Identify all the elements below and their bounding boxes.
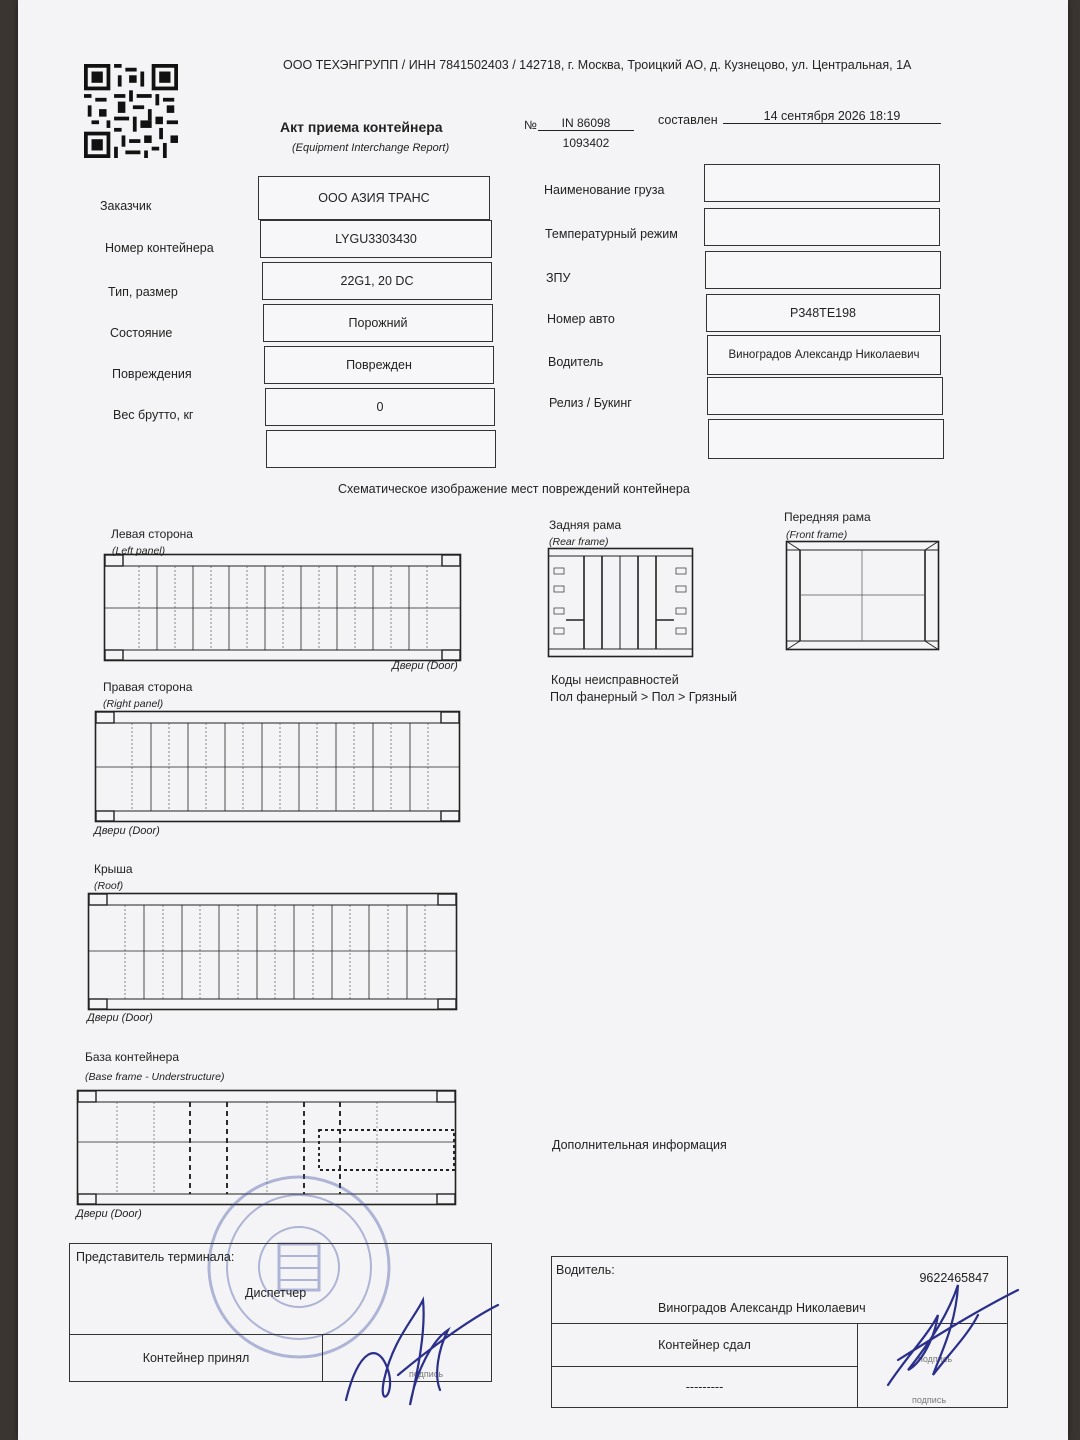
type-size-label: Тип, размер bbox=[108, 285, 178, 299]
seal-label: ЗПУ bbox=[546, 271, 571, 285]
company-line: ООО ТЕХЭНГРУПП / ИНН 7841502403 / 142718, г. Москва, Троицкий АО, д. Кузнецово, ул. Центральная, 1А bbox=[283, 58, 912, 72]
driver-name: Виноградов Александр Николаевич bbox=[658, 1301, 866, 1315]
driver-sign-label: Водитель: bbox=[556, 1263, 615, 1277]
driver-dashes-cell bbox=[552, 1367, 858, 1408]
qr-code bbox=[80, 64, 182, 158]
vehicle-number-field: Р348ТЕ198 bbox=[706, 294, 940, 332]
driver-field: Виноградов Александр Николаевич bbox=[707, 335, 941, 375]
base-sub: (Base frame - Understructure) bbox=[85, 1071, 225, 1083]
terminal-sign-hint: подпись bbox=[409, 1369, 444, 1379]
customer-label: Заказчик bbox=[100, 199, 152, 213]
left-panel-diagram[interactable] bbox=[104, 554, 462, 662]
document-subtitle: (Equipment Interchange Report) bbox=[292, 142, 450, 154]
terminal-role: Диспетчер bbox=[245, 1286, 307, 1300]
left-panel-door: Двери (Door) bbox=[392, 660, 458, 672]
condition-label: Состояние bbox=[110, 326, 173, 340]
driver-dashes: --------- bbox=[685, 1380, 724, 1394]
rear-frame-label: Задняя рама bbox=[549, 518, 622, 532]
right-panel-label: Правая сторона bbox=[103, 680, 193, 694]
driver-phone: 9622465847 bbox=[919, 1271, 989, 1285]
driver-action: Контейнер сдал bbox=[658, 1338, 751, 1352]
seal-field bbox=[705, 251, 941, 289]
roof-door: Двери (Door) bbox=[87, 1012, 153, 1024]
condition-field: Порожний bbox=[263, 304, 493, 342]
right-panel-sub: (Right panel) bbox=[103, 698, 164, 710]
roof-label: Крыша bbox=[94, 862, 133, 876]
temperature-field bbox=[704, 208, 940, 246]
document-number-secondary: 1093402 bbox=[562, 136, 610, 150]
rear-frame-sub: (Rear frame) bbox=[549, 536, 609, 548]
gross-weight-field: 0 bbox=[265, 388, 495, 426]
cargo-name-label: Наименование груза bbox=[544, 183, 665, 197]
front-frame-sub: (Front frame) bbox=[786, 529, 848, 541]
release-booking-label: Релиз / Букинг bbox=[549, 396, 632, 410]
defect-codes-label: Коды неисправностей bbox=[551, 673, 679, 687]
driver-label: Водитель bbox=[548, 355, 604, 369]
rear-frame-diagram[interactable] bbox=[548, 548, 694, 658]
blank-left-field bbox=[266, 430, 496, 468]
right-panel-door: Двери (Door) bbox=[94, 825, 160, 837]
terminal-signature bbox=[338, 1280, 508, 1420]
number-label: № bbox=[524, 118, 537, 132]
driver-action-cell bbox=[552, 1324, 858, 1367]
base-door: Двери (Door) bbox=[76, 1208, 142, 1220]
driver-signature bbox=[878, 1275, 1028, 1405]
document-title: Акт приема контейнера bbox=[280, 119, 443, 135]
container-number-field: LYGU3303430 bbox=[260, 220, 492, 258]
release-booking-field bbox=[707, 377, 943, 415]
defect-codes-value: Пол фанерный > Пол > Грязный bbox=[550, 690, 738, 704]
made-label: составлен bbox=[658, 113, 718, 127]
driver-sign-hint: подпись bbox=[918, 1354, 953, 1364]
damage-label: Повреждения bbox=[112, 367, 192, 381]
schematic-title: Схематическое изображение мест повреждений контейнера bbox=[338, 482, 690, 496]
right-panel-diagram[interactable] bbox=[95, 711, 461, 823]
roof-diagram[interactable] bbox=[88, 893, 458, 1011]
roof-sub: (Roof) bbox=[94, 880, 124, 892]
container-number-label: Номер контейнера bbox=[105, 241, 214, 255]
document-number: IN 86098 bbox=[538, 116, 634, 131]
terminal-label: Представитель терминала: bbox=[76, 1250, 235, 1264]
additional-info-label: Дополнительная информация bbox=[552, 1138, 727, 1152]
terminal-action: Контейнер принял bbox=[142, 1351, 250, 1365]
left-panel-label: Левая сторона bbox=[111, 527, 193, 541]
front-frame-label: Передняя рама bbox=[784, 510, 871, 524]
made-date: 14 сентября 2026 18:19 bbox=[723, 109, 941, 124]
document-sheet bbox=[18, 0, 1068, 1440]
type-size-field: 22G1, 20 DC bbox=[262, 262, 492, 300]
customer-field: ООО АЗИЯ ТРАНС bbox=[258, 176, 490, 220]
terminal-action-cell bbox=[70, 1335, 323, 1382]
base-label: База контейнера bbox=[85, 1050, 179, 1064]
gross-weight-label: Вес брутто, кг bbox=[113, 408, 194, 422]
temperature-label: Температурный режим bbox=[545, 227, 678, 241]
front-frame-diagram[interactable] bbox=[786, 541, 940, 651]
cargo-name-field bbox=[704, 164, 940, 202]
damage-field: Поврежден bbox=[264, 346, 494, 384]
left-panel-sub: (Left panel) bbox=[112, 545, 166, 557]
vehicle-number-label: Номер авто bbox=[547, 312, 615, 326]
driver-sign-hint-2: подпись bbox=[912, 1395, 947, 1405]
blank-right-field bbox=[708, 419, 944, 459]
